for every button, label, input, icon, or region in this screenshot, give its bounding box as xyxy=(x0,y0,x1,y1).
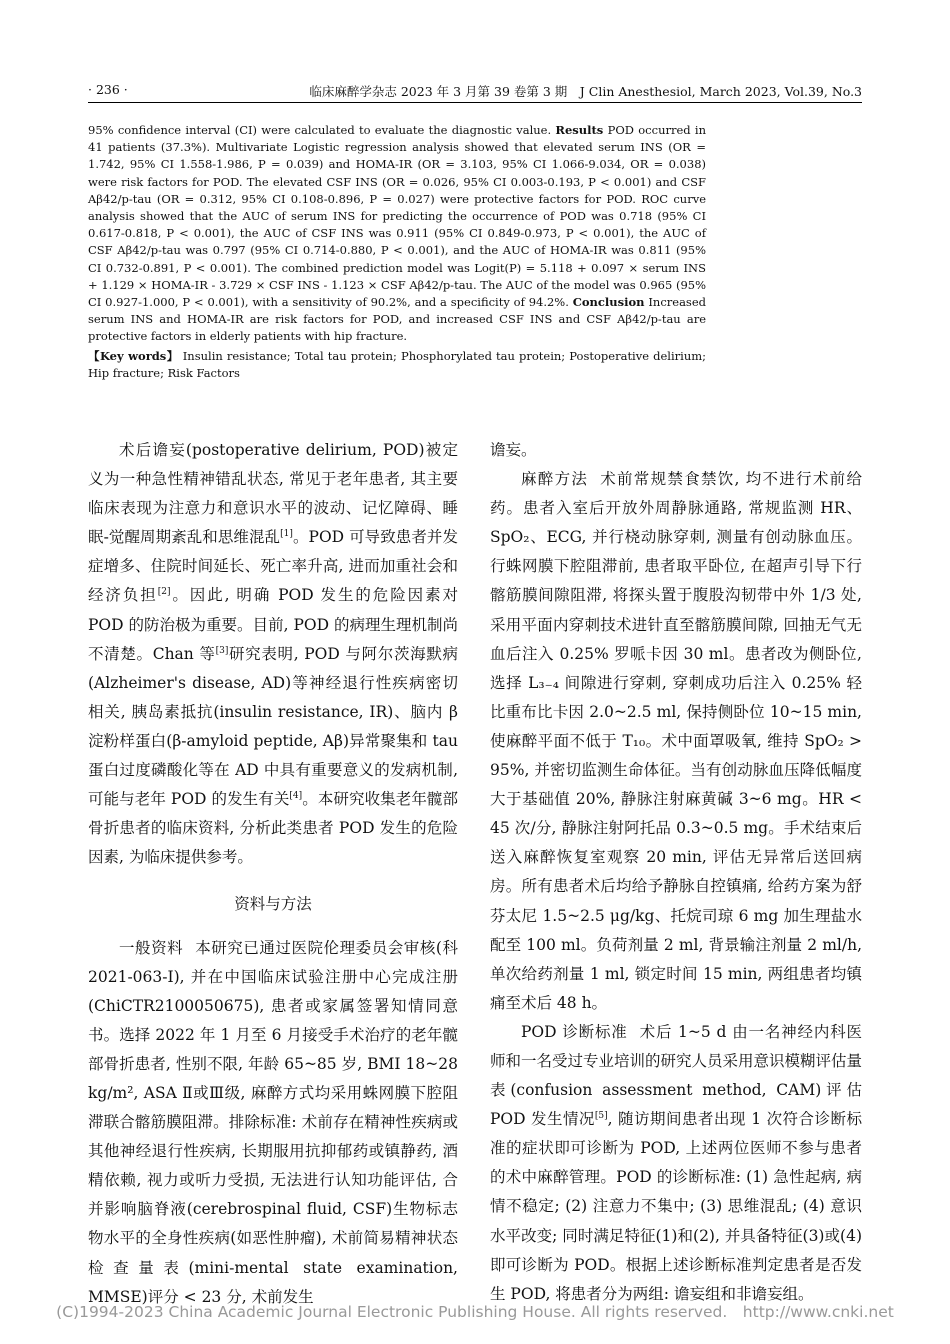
general-info-paragraph xyxy=(88,934,458,1312)
abstract-methods-tail: 95% confidence interval (CI) were calculated to evaluate the diagnostic value. xyxy=(88,123,556,137)
intro-text-1: 术后谵妄(postoperative delirium, POD)被定义为一种急性精神错乱状态, 常见于老年患者, 其主要临床表现为注意力和意识水平的波动、记忆障碍、睡眠-觉醒周期紊乱和思维混乱 xyxy=(88,441,458,547)
citation-ref: [2] xyxy=(157,587,171,598)
copyright-footer: (C)1994-2023 China Academic Journal Electronic Publishing House. All rights reserved. http://www.cnki.net xyxy=(56,1303,894,1321)
journal-title: 临床麻醉学杂志 2023 年 3 月第 39 卷第 3 期 J Clin Anesthesiol, March 2023, Vol.39, No.3 xyxy=(309,84,862,99)
left-column xyxy=(88,436,458,1312)
continued-text: 谵妄。 xyxy=(490,441,537,459)
abstract-body xyxy=(88,122,706,346)
general-info-text: 本研究已通过医院伦理委员会审核(科 2021-063-I), 并在中国临床试验注册中心完成注册(ChiCTR2100050675), 患者或家属签署知情同意书。选择 2022 年 1 月至 6 月接受手术治疗的老年髋部骨折患者, 性别不限, 年龄 65~85 岁, BMI 18~28 kg/m², ASA Ⅱ或Ⅲ级, 麻醉方式均采用蛛网膜下腔阻滞联合髂筋膜阻滞。排除标准: 术前存在精神性疾病或其他神经退行性疾病, 长期服用抗抑郁药或镇静药, 酒精依赖, 视力或听力受损, 无法进行认知功能评估, 合并影响脑脊液(cerebrospinal fluid, CSF)生物标志物水平的全身性疾病(如恶性肿瘤), 术前简易精神状态检查量表(mini-mental state examination, MMSE)评分 < 23 分, 术前发生 xyxy=(88,938,458,1306)
citation-ref: [1] xyxy=(280,529,293,540)
citation-ref: [4] xyxy=(289,790,303,801)
keywords-label: 【Key words】 xyxy=(88,348,179,363)
abstract-conclusion: Increased serum INS and HOMA-IR are risk factors for POD, and increased CSF INS and CSF Aβ42/p-tau are protective factors in elderly patients with hip fracture. xyxy=(88,295,706,344)
intro-text-3: 。因此, 明确 POD 发生的危险因素对 POD 的防治极为重要。目前, POD 的病理生理机制尚不清楚。Chan 等 xyxy=(88,586,458,663)
english-abstract xyxy=(88,122,706,382)
intro-paragraph xyxy=(88,436,458,872)
page-number: · 236 · xyxy=(88,82,128,97)
anesthesia-text: 术前常规禁食禁饮, 均不进行术前给药。患者入室后开放外周静脉通路, 常规监测 HR、SpO₂、ECG, 并行桡动脉穿刺, 测量有创动脉血压。行蛛网膜下腔阻滞前, 患者取平卧位, 在超声引导下行髂筋膜间隙阻滞, 将探头置于腹股沟韧带中外 1/3 处, 采用平面内穿刺技术进针直至髂筋膜间隙, 回抽无气无血后注入 0.25% 罗哌卡因 30 ml。患者改为侧卧位, 选择 L₃₋₄ 间隙进行穿刺, 穿刺成功后注入 0.25% 轻比重布比卡因 2.0~2.5 ml, 保持侧卧位 10~15 min, 使麻醉平面不低于 T₁₀。术中面罩吸氧, 维持 SpO₂ > 95%, 并密切监测生命体征。当有创动脉血压降低幅度大于基础值 20%, 静脉注射麻黄碱 3~6 mg。HR < 45 次/分, 静脉注射阿托品 0.3~0.5 mg。手术结束后送入麻醉恢复室观察 20 min, 评估无异常后送回病房。所有患者术后均给予静脉自控镇痛, 给药方案为舒芬太尼 1.5~2.5 μg/kg、托烷司琼 6 mg 加生理盐水配至 100 ml。负荷剂量 2 ml, 背景输注剂量 2 ml/h, 单次给药剂量 1 ml, 锁定时间 15 min, 两组患者均镇痛至术后 48 h。 xyxy=(490,470,862,1012)
pod-criteria-label: POD 诊断标准 xyxy=(521,1022,628,1041)
pod-criteria-text-2: , 随访期间患者出现 1 次符合诊断标准的症状即可诊断为 POD, 上述两位医师不参与患者的术中麻醉管理。POD 的诊断标准: (1) 急性起病, 病情不稳定; (2) 注意力不集中; (3) 思维混乱; (4) 意识水平改变; 同时满足特征(1)和(2), 并具备特征(3)或(4)即可诊断为 POD。根据上述诊断标准判定患者是否发生 POD, 将患者分为两组: 谵妄组和非谵妄组。 xyxy=(490,1110,862,1303)
pod-criteria-paragraph xyxy=(490,1018,862,1309)
general-info-label: 一般资料 xyxy=(119,938,184,957)
section-title: 资料与方法 xyxy=(234,895,312,914)
right-column xyxy=(490,436,862,1309)
results-label: Results xyxy=(555,123,604,137)
pod-criteria-text-1: 术后 1~5 d 由一名神经内科医师和一名受过专业培训的研究人员采用意识模糊评估量表(confusion assessment method, CAM)评估 POD 发生情况 xyxy=(490,1022,863,1129)
keywords xyxy=(88,348,706,382)
citation-ref: [3] xyxy=(215,645,229,656)
citation-ref: [5] xyxy=(594,1111,608,1121)
anesthesia-paragraph xyxy=(490,465,862,1018)
conclusion-label: Conclusion xyxy=(572,295,645,310)
keywords-list: Insulin resistance; Total tau protein; Phosphorylated tau protein; Postoperative delirium; Hip fracture; Risk Factors xyxy=(88,348,707,380)
intro-text-5: 。本研究收集老年髋部骨折患者的临床资料, 分析此类患者 POD 发生的危险因素, 为临床提供参考。 xyxy=(88,790,458,867)
anesthesia-label: 麻醉方法 xyxy=(521,470,589,489)
intro-text-2: 。POD 可导致患者并发症增多、住院时间延长、死亡率升高, 进而加重社会和经济负担 xyxy=(88,528,458,605)
intro-text-4: 研究表明, POD 与阿尔茨海默病(Alzheimer's disease, AD)等神经退行性疾病密切相关, 胰岛素抵抗(insulin resistance, IR)、脑内 β 淀粉样蛋白(β-amyloid peptide, Aβ)异常聚集和 tau 蛋白过度磷酸化等在 AD 中具有重要意义的发病机制, 可能与老年 POD 的发生有关 xyxy=(88,644,458,809)
abstract-results: POD occurred in 41 patients (37.3%). Multivariate Logistic regression analysis showed that elevated serum INS (OR = 1.742, 95% CI 1.558-1.986, P = 0.039) and HOMA-IR (OR = 3.103, 95% CI 1.066-9.034, OR = 0.038) were risk factors for POD. The elevated CSF INS (OR = 0.026, 95% CI 0.003-0.193, P < 0.001) and CSF Aβ42/p-tau (OR = 0.312, 95% CI 0.108-0.896, P = 0.027) were protective factors for POD. ROC curve analysis showed that the AUC of serum INS for predicting the occurrence of POD was 0.718 (95% CI 0.617-0.818, P < 0.001), the AUC of CSF INS was 0.911 (95% CI 0.849-0.973, P < 0.001), the AUC of CSF Aβ42/p-tau was 0.797 (95% CI 0.714-0.880, P < 0.001), and the AUC of HOMA-IR was 0.811 (95% CI 0.732-0.891, P < 0.001). The combined prediction model was Logit(P) = 5.118 + 0.097 × serum INS + 1.129 × HOMA-IR - 3.729 × CSF INS - 1.123 × CSF Aβ42/p-tau. The AUC of the model was 0.965 (95% CI 0.927-1.000, P < 0.001), with a sensitivity of 90.2%, and a specificity of 94.2%. xyxy=(88,123,707,310)
running-header xyxy=(88,80,862,103)
